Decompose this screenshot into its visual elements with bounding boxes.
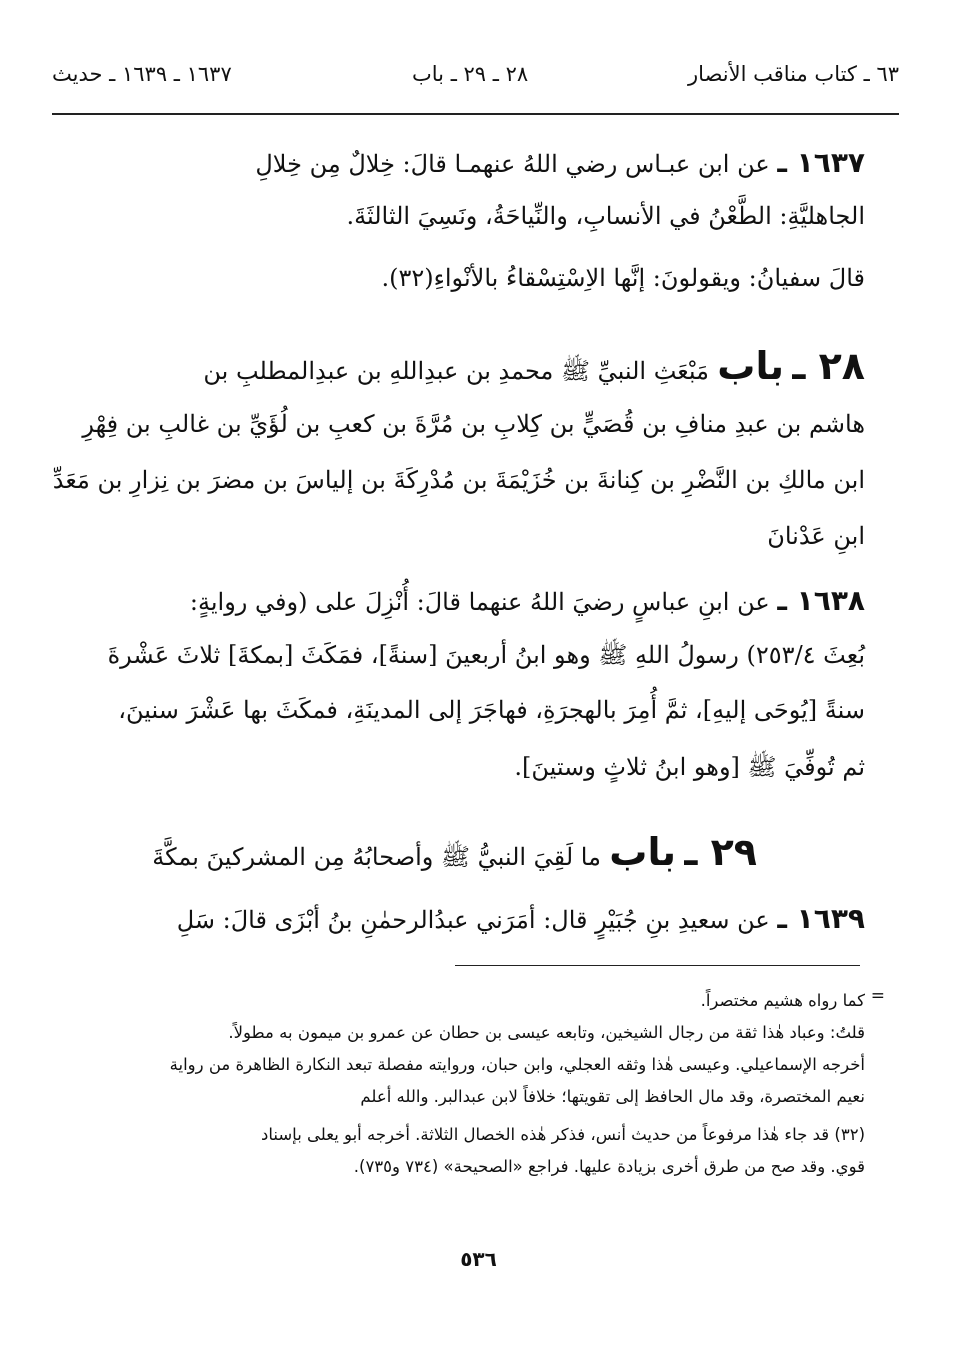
header-chapter-title: ٦٣ ـ كتاب مناقب الأنصار: [688, 62, 899, 86]
hadith-number: ١٦٣٩ ـ: [777, 902, 865, 935]
page-number: ٥٣٦: [460, 1247, 497, 1271]
bab-28-title-line-4: ابنِ عَدْنانَ: [767, 522, 865, 550]
hadith-1639-line-1: [48, 902, 865, 935]
bab-title-text: ما لَقِيَ النبيُّ ﷺ وأصحابُهُ مِن المشركينَ بمكَّةَ: [152, 843, 601, 871]
footnote-32-line-1: (٣٢) قد جاء هٰذا مرفوعاً من حديث أنس، فذكر هٰذه الخصال الثلاثة. أخرجه أبو يعلى بإسناد: [260, 1125, 865, 1144]
hadith-text: عن ابنِ عباسٍ رضيَ اللهُ عنهما قالَ: أُنْزِلَ على (وفي روايةٍ:: [189, 588, 770, 616]
footnote-divider: [455, 965, 860, 966]
footnote-line: كما رواه هشيم مختصراً.: [700, 991, 865, 1010]
footnotes: [48, 985, 865, 1183]
hadith-1637-line-1: [48, 146, 865, 179]
footnote-32-line-2: قوي. وقد صح من طرق أخرى بزيادة عليها. فراجع «الصحيحة» (٧٣٤ و٧٣٥).: [353, 1157, 865, 1176]
bab-28-heading: [48, 344, 865, 391]
bab-29-heading: [48, 830, 757, 877]
hadith-text: عن ابن عبـاس رضي اللهُ عنهمـا قالَ: خِلالٌ مِن خِلالِ: [255, 150, 770, 178]
footnote-line: قلتُ: وعباد هٰذا ثقة من رجال الشيخين، وتابعه عيسى بن حطان عن عمرو بن ميمون به مطولاً.: [228, 1023, 865, 1042]
bab-28-title-line-2: هاشم بن عبدِ منافِ بن قُصَيٍّ بن كِلابِ بن مُرَّةَ بن كعبِ بن لُؤَيِّ بن غالبِ بن فِهْرِ: [82, 410, 865, 438]
header-bab-range: ٢٨ ـ ٢٩ ـ باب: [412, 62, 529, 86]
hadith-1637-line-3: قالَ سفيانُ: ويقولونَ: إنَّها الاِسْتِسْقاءُ بالأنْواءِ(٣٢).: [381, 264, 865, 292]
hadith-1638-line-2: بُعِثَ ٢٥٣/٤) رسولُ اللهِ ﷺ وهو ابنُ أربعينَ [سنةً]، فمَكَثَ [بمكةَ] ثلاثَ عَشْرةَ: [107, 641, 865, 669]
bab-word: باب: [609, 830, 677, 874]
hadith-number: ١٦٣٨ ـ: [777, 584, 865, 617]
hadith-1638-line-1: [48, 584, 865, 617]
header-hadith-range: ١٦٣٧ ـ ١٦٣٩ ـ حديث: [52, 62, 232, 86]
footnote-line: أخرجه الإسماعيلي. وعيسى هٰذا وثقه العجلي، وابن حبان، وروايته مفصلة تبعد النكارة الظاهرة من رواية: [169, 1055, 865, 1074]
hadith-1638-line-4: ثم تُوفِّيَ ﷺ [وهو ابنُ ثلاثٍ وستينَ].: [514, 753, 865, 781]
bab-number: ٢٩ ـ: [684, 830, 757, 874]
hadith-number: ١٦٣٧ ـ: [777, 146, 865, 179]
hadith-text: عن سعيدِ بنِ جُبَيْرٍ قال: أمَرَني عبدُالرحمٰنِ بنُ أبْزَى قالَ: سَلِ: [176, 906, 770, 934]
bab-28-title-line-3: ابن مالكِ بن النَّضْرِ بن كِنانةَ بن خُزَيْمَةَ بن مُدْرِكَةَ بن إلياسَ بن مضرَ بن نِزارِ بن مَعَدِّ: [52, 466, 865, 494]
running-header: [52, 62, 899, 98]
hadith-1638-line-3: سنةً [يُوحَى إليهِ]، ثمَّ أُمِرَ بالهجرَةِ، فهاجَرَ إلى المدينَةِ، فمكَثَ بها عَشْرَ سنينَ،: [118, 696, 865, 724]
footnote-line: نعيم المختصرة، وقد مال الحافظ إلى تقويتها؛ خلافاً لابن عبدالبر. والله أعلم: [360, 1087, 865, 1106]
bab-title-text: مَبْعَثِ النبيِّ ﷺ محمدِ بن عبدِاللهِ بن عبدِالمطلبِ بن: [203, 357, 709, 385]
bab-word: باب: [717, 344, 785, 388]
footnote-continuation-mark: =: [870, 986, 885, 1006]
header-divider: [52, 113, 899, 115]
bab-number: ٢٨ ـ: [792, 344, 865, 388]
hadith-1637-line-2: الجاهليَّةِ: الطَّعْنُ في الأنسابِ، والنِّياحَةُ، ونَسِيَ الثالثَةَ.: [346, 202, 865, 230]
